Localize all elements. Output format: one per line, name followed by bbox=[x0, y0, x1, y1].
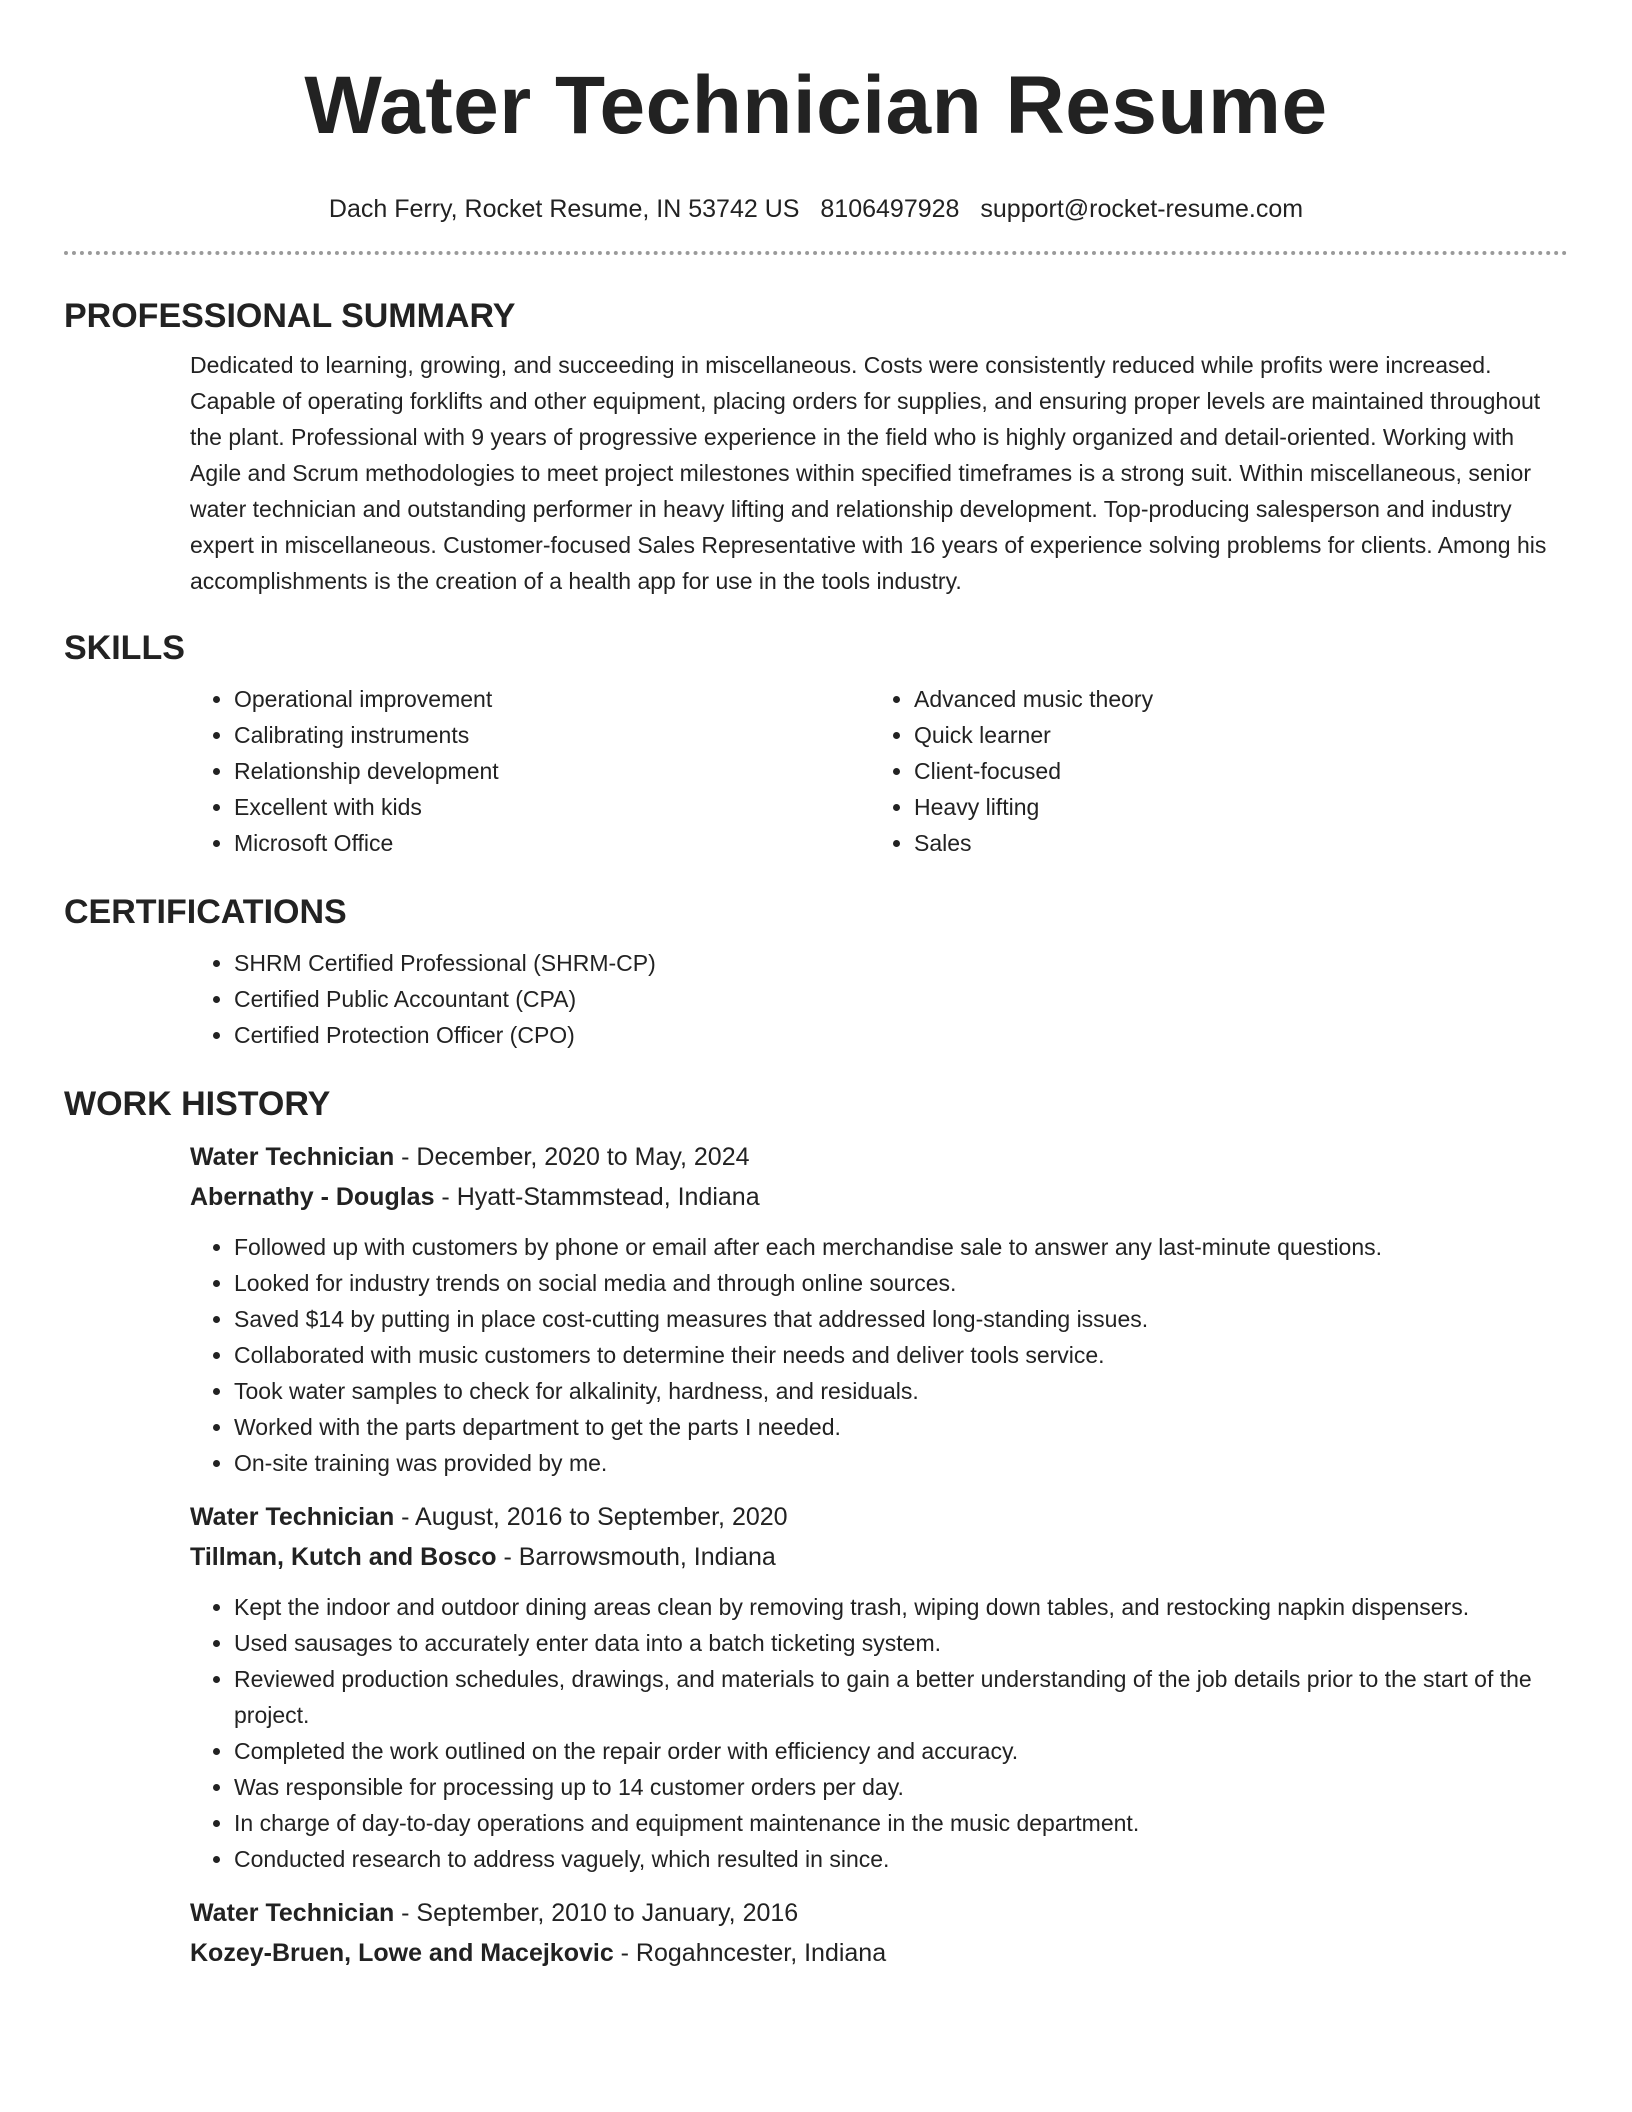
job-bullet: • Reviewed production schedules, drawings, and materials to gain a better understanding of the job details prior to the start of the project. bbox=[234, 1661, 1568, 1733]
skills-column-left bbox=[190, 681, 870, 861]
job-bullet: • In charge of day-to-day operations and equipment maintenance in the music department. bbox=[234, 1805, 1568, 1841]
contact-line bbox=[64, 194, 1568, 224]
job-title-line bbox=[190, 1137, 1568, 1177]
job-company-line bbox=[190, 1177, 1568, 1217]
job-title: Water Technician bbox=[190, 1143, 395, 1171]
skill-item: • Quick learner bbox=[914, 717, 1550, 753]
header-divider bbox=[64, 251, 1568, 255]
job-company: Tillman, Kutch and Bosco bbox=[190, 1543, 497, 1571]
skill-item: • Client-focused bbox=[914, 753, 1550, 789]
skills-column-right bbox=[870, 681, 1550, 861]
job-location: - Rogahncester, Indiana bbox=[613, 1939, 887, 1967]
job-bullet: • Followed up with customers by phone or email after each merchandise sale to answer any last-minute questions. bbox=[234, 1229, 1568, 1265]
job-entry bbox=[190, 1137, 1568, 1481]
summary-heading: PROFESSIONAL SUMMARY bbox=[64, 297, 516, 335]
skill-item: • Heavy lifting bbox=[914, 789, 1550, 825]
job-bullet: • Conducted research to address vaguely, which resulted in since. bbox=[234, 1841, 1568, 1877]
job-company-line bbox=[190, 1537, 1568, 1577]
skills-list bbox=[190, 681, 1568, 861]
job-bullet: • Looked for industry trends on social media and through online sources. bbox=[234, 1265, 1568, 1301]
job-company: Abernathy - Douglas bbox=[190, 1183, 435, 1211]
certifications-list bbox=[190, 945, 1568, 1053]
job-location: - Hyatt-Stammstead, Indiana bbox=[434, 1183, 760, 1211]
job-bullet: • Collaborated with music customers to determine their needs and deliver tools service. bbox=[234, 1337, 1568, 1373]
skill-item: • Relationship development bbox=[234, 753, 870, 789]
job-bullet: • Worked with the parts department to get the parts I needed. bbox=[234, 1409, 1568, 1445]
job-title-line bbox=[190, 1893, 1568, 1933]
contact-email: support@rocket-resume.com bbox=[980, 195, 1304, 223]
skill-item: • Advanced music theory bbox=[914, 681, 1550, 717]
contact-phone: 8106497928 bbox=[820, 195, 960, 223]
certification-item: • Certified Protection Officer (CPO) bbox=[234, 1017, 1568, 1053]
job-bullet: • Kept the indoor and outdoor dining areas clean by removing trash, wiping down tables, and restocking napkin dispensers. bbox=[234, 1589, 1568, 1625]
certifications-heading: CERTIFICATIONS bbox=[64, 893, 347, 931]
skill-item: • Microsoft Office bbox=[234, 825, 870, 861]
job-title: Water Technician bbox=[190, 1503, 395, 1531]
job-title-line bbox=[190, 1497, 1568, 1537]
job-location: - Barrowsmouth, Indiana bbox=[496, 1543, 776, 1571]
skill-item: • Excellent with kids bbox=[234, 789, 870, 825]
skill-item: • Calibrating instruments bbox=[234, 717, 870, 753]
job-dates: - August, 2016 to September, 2020 bbox=[394, 1503, 788, 1531]
job-entry bbox=[190, 1893, 1568, 1973]
work-history-heading: WORK HISTORY bbox=[64, 1085, 331, 1123]
job-entry bbox=[190, 1497, 1568, 1877]
job-bullet: • On-site training was provided by me. bbox=[234, 1445, 1568, 1481]
job-company: Kozey-Bruen, Lowe and Macejkovic bbox=[190, 1939, 614, 1967]
job-title: Water Technician bbox=[190, 1899, 395, 1927]
contact-address: Dach Ferry, Rocket Resume, IN 53742 US bbox=[328, 195, 800, 223]
job-dates: - September, 2010 to January, 2016 bbox=[394, 1899, 799, 1927]
page-title: Water Technician Resume bbox=[304, 60, 1328, 151]
job-bullet: • Took water samples to check for alkalinity, hardness, and residuals. bbox=[234, 1373, 1568, 1409]
certification-item: • Certified Public Accountant (CPA) bbox=[234, 981, 1568, 1017]
skill-item: • Sales bbox=[914, 825, 1550, 861]
job-bullet: • Completed the work outlined on the repair order with efficiency and accuracy. bbox=[234, 1733, 1568, 1769]
job-dates: - December, 2020 to May, 2024 bbox=[394, 1143, 750, 1171]
job-bullet: • Saved $14 by putting in place cost-cutting measures that addressed long-standing issues. bbox=[234, 1301, 1568, 1337]
job-bullet: • Used sausages to accurately enter data into a batch ticketing system. bbox=[234, 1625, 1568, 1661]
job-company-line bbox=[190, 1933, 1568, 1973]
certification-item: • SHRM Certified Professional (SHRM-CP) bbox=[234, 945, 1568, 981]
skills-heading: SKILLS bbox=[64, 629, 185, 667]
skill-item: • Operational improvement bbox=[234, 681, 870, 717]
summary-text: Dedicated to learning, growing, and succeeding in miscellaneous. Costs were consistently reduced while profits were increased. Capable of operating forklifts and other equipment, placing orders for supplies, and ensuring proper levels are maintained throughout the plant. Professional with 9 years of progressive experience in the field who is highly organized and detail-oriented. Working with Agile and Scrum methodologies to meet project milestones within specified timeframes is a strong suit. Within miscellaneous, senior water technician and outstanding performer in heavy lifting and relationship development. Top-producing salesperson and industry expert in miscellaneous. Customer-focused Sales Representative with 16 years of experience solving problems for clients. Among his accomplishments is the creation of a health app for use in the tools industry. bbox=[190, 352, 1547, 594]
job-bullet: • Was responsible for processing up to 14 customer orders per day. bbox=[234, 1769, 1568, 1805]
